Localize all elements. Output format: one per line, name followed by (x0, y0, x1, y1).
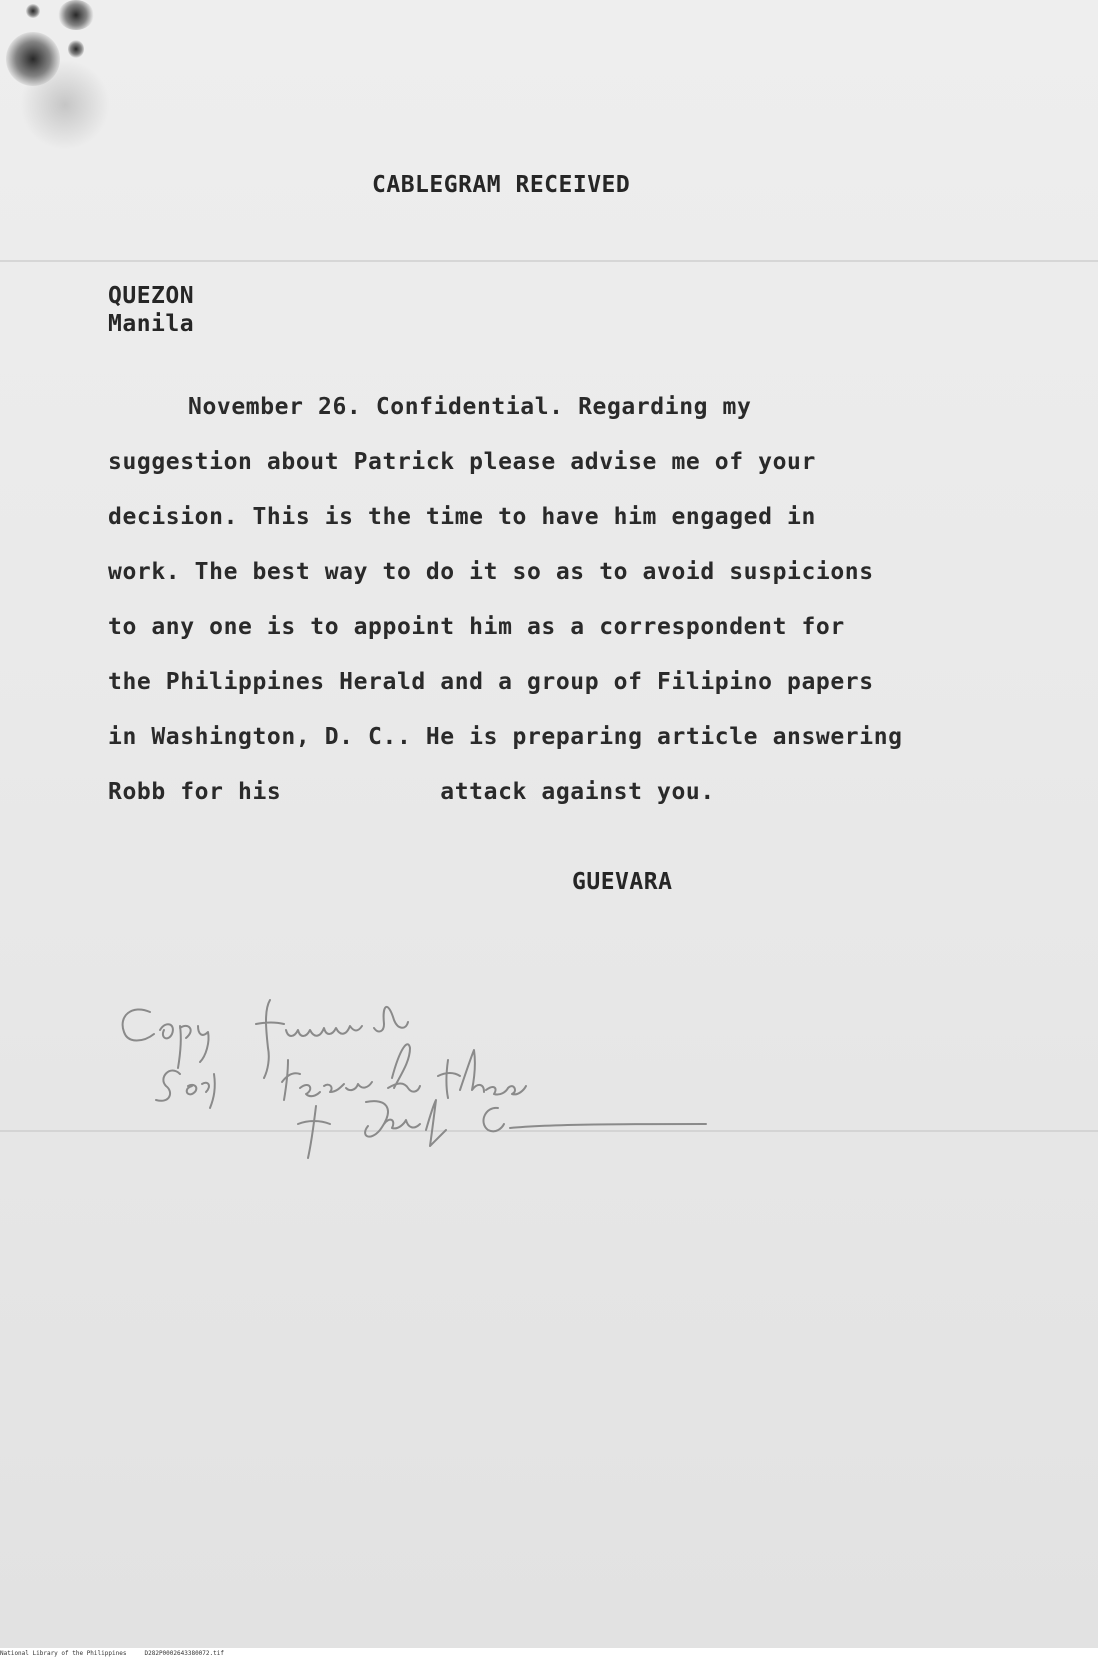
scan-footer (0, 1650, 1098, 1658)
addressee: QUEZON (108, 283, 195, 309)
body-line: in Washington, D. C.. He is preparing article answering (108, 724, 903, 750)
body-line: to any one is to appoint him as a correspondent for (108, 614, 845, 640)
body-line: Robb for his attack against you. (108, 779, 715, 805)
paper-fold-line (0, 260, 1098, 262)
ink-blot (6, 32, 60, 86)
ink-blot (58, 0, 94, 30)
body-line: work. The best way to do it so as to avoid suspicions (108, 559, 874, 585)
handwritten-annotation (110, 990, 730, 1170)
ink-blot (68, 40, 84, 58)
footer-source: National Library of the Philippines (0, 1650, 127, 1657)
body-line: decision. This is the time to have him engaged in (108, 504, 816, 530)
body-line: November 26. Confidential. Regarding my (188, 394, 752, 420)
body-line: the Philippines Herald and a group of Filipino papers (108, 669, 874, 695)
body-line: suggestion about Patrick please advise me of your (108, 449, 816, 475)
addressee-location: Manila (108, 311, 195, 337)
footer-file-id: D282P0002643380072.tif (144, 1650, 224, 1657)
document-heading: CABLEGRAM RECEIVED (372, 172, 631, 198)
signature: GUEVARA (572, 869, 673, 895)
ink-blot (26, 4, 40, 18)
